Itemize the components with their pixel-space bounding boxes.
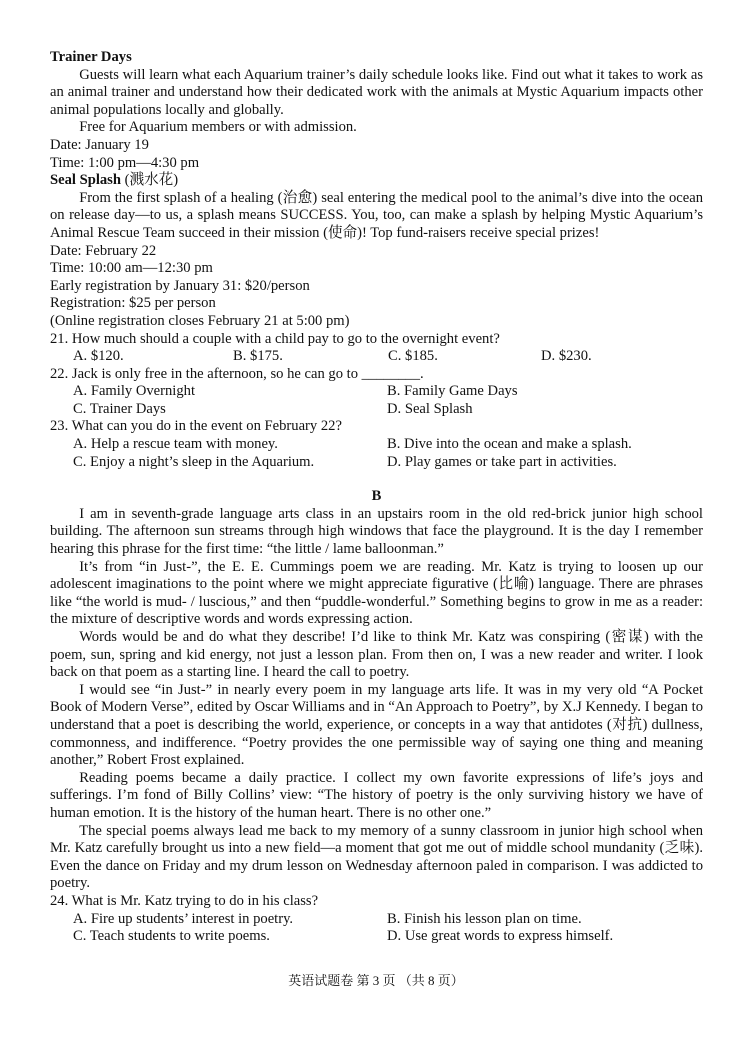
page-footer: 英语试题卷 第 3 页 （共 8 页） [288, 973, 464, 988]
question-stem: 23. What can you do in the event on February 22? [50, 418, 342, 435]
question-23 [50, 418, 703, 471]
trainer-days-price: Free for Aquarium members or with admission. [79, 119, 357, 136]
option-a: A. $120. [73, 348, 124, 365]
option-a: A. Help a rescue team with money. [73, 436, 278, 453]
question-stem: 22. Jack is only free in the afternoon, so he can go to ________. [50, 365, 424, 382]
option-a: A. Fire up students’ interest in poetry. [73, 910, 294, 927]
option-b: B. Dive into the ocean and make a splash. [387, 436, 632, 453]
trainer-days-time: Time: 1:00 pm—4:30 pm [50, 154, 200, 171]
question-options-row [50, 401, 703, 419]
option-c: C. Enjoy a night’s sleep in the Aquarium. [73, 453, 315, 470]
seal-splash-title: Seal Splash [50, 172, 121, 189]
question-21 [50, 331, 703, 366]
question-stem: 21. How much should a couple with a child pay to go to the overnight event? [50, 330, 500, 347]
option-a: A. Family Overnight [73, 383, 196, 400]
seal-splash-description: From the first splash of a healing (治愈) seal entering the medical pool to the animal’s dive into the ocean on release day—to us, a splash means SUCCESS. You, too, can make a splash by helping Mystic Aquarium’s Animal Rescue Team succeed in their mission (使命)! Top fund-raisers receive special prizes! [50, 189, 703, 241]
option-c: C. Trainer Days [73, 400, 166, 417]
passage-paragraph: I would see “in Just-” in nearly every poem in my language arts life. It was in my very old “A Pocket Book of Modern Verse”, edited by Oscar Williams and in “An Approach to Poetry”, by X.J Kennedy. I began to understand that a poet is describing the world, experience, or concepts in a way that antidotes (对抗) dullness, commonness, and indifference. “Poetry provides the one permissible way of saying one thing and meaning another,” Robert Frost explained. [50, 681, 703, 769]
question-options-row [50, 436, 703, 454]
seal-splash-registration: Registration: $25 per person [50, 295, 216, 312]
question-options [50, 348, 703, 366]
question-24 [50, 893, 703, 946]
option-d: D. Seal Splash [387, 400, 473, 417]
question-options-row [50, 454, 703, 472]
option-b: B. Family Game Days [387, 383, 518, 400]
exam-page [50, 49, 703, 946]
option-d: D. Use great words to express himself. [387, 928, 614, 945]
seal-splash-date: Date: February 22 [50, 242, 157, 259]
option-c: C. $185. [388, 348, 438, 365]
passage-paragraph: It’s from “in Just-”, the E. E. Cummings poem we are reading. Mr. Katz is trying to loosen up our adolescent imaginations to the point where we might appreciate figurative (比喻) language. There are phrases like “the world is mud- / luscious,” and then “puddle-wonderful.” Something begins to grow in me as a reader: the mixture of descriptive words and words expressing action. [50, 558, 703, 628]
seal-splash-heading [50, 172, 703, 190]
trainer-days-date: Date: January 19 [50, 136, 149, 153]
passage-paragraph: Words would be and do what they describe! I’d like to think Mr. Katz was conspiring (密谋) with the poem, sun, spring and kid energy, not just a lesson plan. From then on, I was a new reader and writer. I look back on that poem as a starting line. I heard the call to poetry. [50, 629, 703, 681]
seal-splash-title-note: (溅水花) [120, 172, 179, 189]
seal-splash-online-note: (Online registration closes February 21 at 5:00 pm) [50, 312, 350, 329]
question-options-row [50, 911, 703, 929]
seal-splash-time: Time: 10:00 am—12:30 pm [50, 260, 213, 277]
option-b: B. $175. [233, 348, 283, 365]
question-22 [50, 366, 703, 419]
question-stem: 24. What is Mr. Katz trying to do in his class? [50, 892, 319, 909]
passage-paragraph: Reading poems became a daily practice. I collect my own favorite expressions of life’s joys and sufferings. I’m fond of Billy Collins’ view: “The history of poetry is the only surviving history we have of human emotion. It is the history of the human heart. There is no other one.” [50, 769, 703, 821]
question-options-row [50, 928, 703, 946]
option-c: C. Teach students to write poems. [73, 928, 270, 945]
question-options-row [50, 383, 703, 401]
option-b: B. Finish his lesson plan on time. [387, 910, 582, 927]
trainer-days-description: Guests will learn what each Aquarium trainer’s daily schedule looks like. Find out what it takes to work as an animal trainer and understand how their dedicated work with the animals at Mystic Aquarium impacts other animal populations locally and globally. [50, 66, 703, 118]
seal-splash-early-registration: Early registration by January 31: $20/person [50, 277, 310, 294]
passage-paragraph: The special poems always lead me back to my memory of a sunny classroom in junior high school when Mr. Katz carefully brought us into a new field—a moment that got me out of middle school mundanity (乏味). Even the dance on Friday and my drum lesson on Wednesday afternoon paled in comparison. I was addicted to poetry. [50, 822, 703, 892]
passage-paragraph: I am in seventh-grade language arts class in an upstairs room in the old red-brick junior high school building. The afternoon sun streams through high windows that face the playground. It is the day I remember hearing this phrase for the first time: “the little / lame balloonman.” [50, 505, 703, 558]
option-d: D. Play games or take part in activities. [387, 453, 617, 470]
trainer-days-title: Trainer Days [50, 49, 132, 65]
option-d: D. $230. [541, 348, 592, 365]
section-b-heading: B [371, 488, 382, 505]
